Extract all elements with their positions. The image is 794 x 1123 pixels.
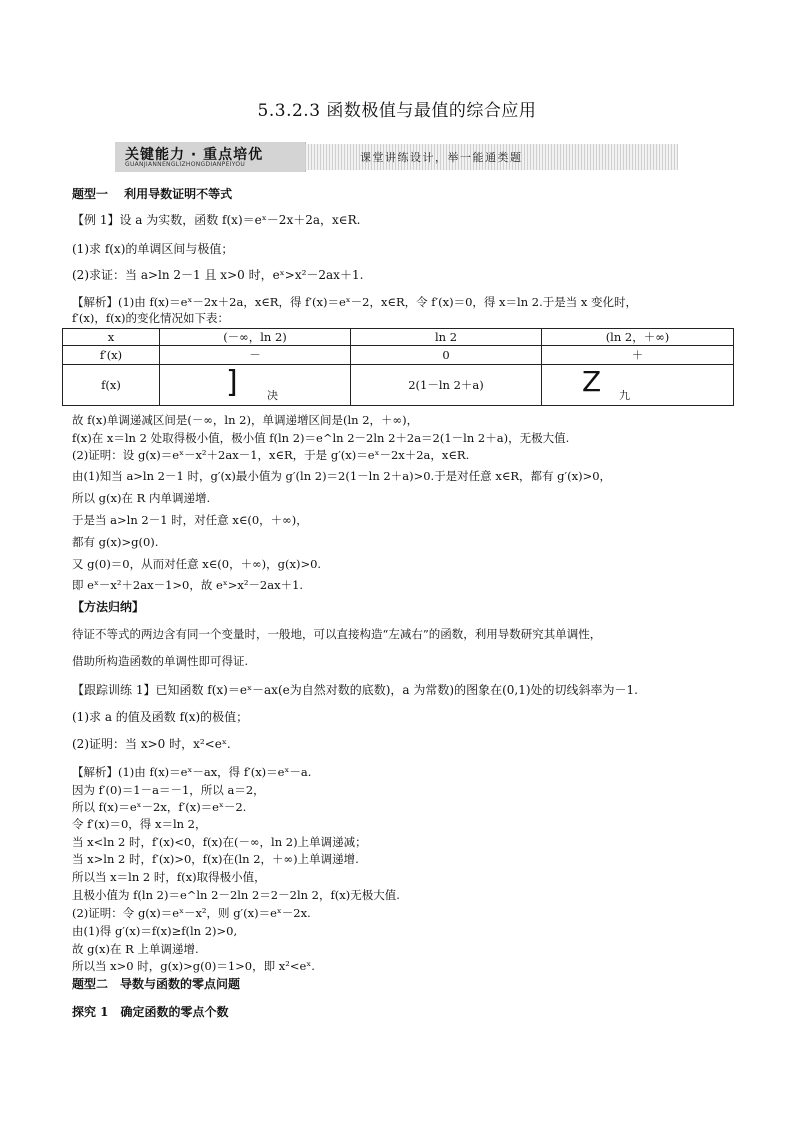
decreasing-arrow-glyph: ] bbox=[226, 365, 238, 400]
example-1: 【例 1】设 a 为实数，函数 f(x)＝eˣ－2x＋2a，x∈R. bbox=[72, 213, 361, 227]
table-header-cell: (ln 2，＋∞) bbox=[542, 329, 734, 346]
text-line: f(x)在 x＝ln 2 处取得极小值，极小值 f(ln 2)＝e^ln 2－2ln 2＋2a＝2(1－ln 2＋a)，无极大值. bbox=[72, 431, 570, 445]
table-header-cell: x bbox=[63, 329, 160, 346]
solution-line-2: f′(x)，f(x)的变化情况如下表： bbox=[72, 311, 230, 325]
text-line: 待证不等式的两边含有同一个变量时，一般地，可以直接构造“左减右”的函数，利用导数研究其单调性， bbox=[72, 627, 602, 641]
text-line: 借助所构造函数的单调性即可得证. bbox=[72, 654, 249, 668]
decreasing-note: 决 bbox=[267, 389, 278, 402]
text-line: 当 x>ln 2 时，f′(x)>0，f(x)在(ln 2，＋∞)上单调递增. bbox=[72, 852, 359, 866]
heading-type-two: 题型二 导数与函数的零点问题 bbox=[72, 977, 241, 991]
heading-type-one: 题型一 利用导数证明不等式 bbox=[72, 187, 233, 201]
table-header-cell: ln 2 bbox=[351, 329, 542, 346]
text-line: 且极小值为 f(ln 2)＝e^ln 2－2ln 2＝2－2ln 2，f(x)无极大值. bbox=[72, 888, 400, 902]
text-line: 由(1)得 g′(x)＝f(x)≥f(ln 2)>0, bbox=[72, 924, 238, 938]
variation-table bbox=[62, 328, 734, 406]
table-cell: ＋ bbox=[542, 346, 734, 365]
increasing-arrow-glyph: Z bbox=[582, 365, 602, 398]
table-cell: f(x) bbox=[63, 365, 160, 406]
banner-subtitle: GUANJIANNENGLIZHONGDIANPEIYOU bbox=[125, 161, 246, 168]
follow-up-exercise: 【跟踪训练 1】已知函数 f(x)＝eˣ－ax(e为自然对数的底数)，a 为常数)的图象在(0,1)处的切线斜率为－1. bbox=[72, 683, 638, 697]
text-line: 所以 g(x)在 R 内单调递增. bbox=[72, 491, 211, 505]
text-line: 故 f(x)单调递减区间是(－∞，ln 2)，单调递增区间是(ln 2，＋∞)， bbox=[72, 413, 419, 427]
text-line: (2)证明：设 g(x)＝eˣ－x²＋2ax－1，x∈R，于是 g′(x)＝eˣ－2x＋2a，x∈R. bbox=[72, 448, 470, 462]
text-line: 所以 f(x)＝eˣ－2x，f′(x)＝eˣ－2. bbox=[72, 800, 247, 814]
page-title: 5.3.2.3 函数极值与最值的综合应用 bbox=[257, 101, 537, 121]
banner-left-block bbox=[115, 142, 306, 172]
increasing-cell bbox=[542, 365, 734, 406]
banner-caption: 课堂讲练设计，举一能通类题 bbox=[360, 151, 523, 164]
text-line: (1)求 a 的值及函数 f(x)的极值； bbox=[72, 710, 249, 724]
text-line: 当 x<ln 2 时，f′(x)<0，f(x)在(－∞，ln 2)上单调递减； bbox=[72, 835, 367, 849]
method-heading: 【方法归纳】 bbox=[72, 600, 145, 614]
example-1-part-1: (1)求 f(x)的单调区间与极值； bbox=[72, 242, 234, 256]
text-line: 因为 f′(0)＝1－a＝－1，所以 a＝2， bbox=[72, 783, 265, 797]
text-line: (2)证明：当 x>0 时，x²<eˣ. bbox=[72, 737, 231, 751]
table-cell: 0 bbox=[351, 346, 542, 365]
example-1-part-2: (2)求证：当 a>ln 2－1 且 x>0 时，eˣ>x²－2ax＋1. bbox=[72, 268, 364, 282]
section-banner bbox=[115, 142, 678, 172]
table-header-cell: (－∞，ln 2) bbox=[160, 329, 351, 346]
table-cell: f′(x) bbox=[63, 346, 160, 365]
text-line: 所以当 x>0 时，g(x)>g(0)＝1>0，即 x²<eˣ. bbox=[72, 959, 315, 973]
table-cell: － bbox=[160, 346, 351, 365]
solution-line-1: 【解析】(1)由 f(x)＝eˣ－2x＋2a，x∈R，得 f′(x)＝eˣ－2，x∈R，令 f′(x)＝0，得 x＝ln 2.于是当 x 变化时， bbox=[72, 295, 638, 309]
table-cell: 2(1－ln 2＋a) bbox=[351, 365, 542, 406]
text-line: 【解析】(1)由 f(x)＝eˣ－ax，得 f′(x)＝eˣ－a. bbox=[72, 765, 312, 779]
text-line: 于是当 a>ln 2－1 时，对任意 x∈(0，＋∞)， bbox=[72, 513, 308, 527]
text-line: 又 g(0)＝0，从而对任意 x∈(0，＋∞)，g(x)>0. bbox=[72, 557, 322, 571]
banner-title: 关键能力 · 重点培优 bbox=[125, 147, 264, 163]
text-line: (2)证明：令 g(x)＝eˣ－x²，则 g′(x)＝eˣ－2x. bbox=[72, 906, 311, 920]
text-line: 由(1)知当 a>ln 2－1 时，g′(x)最小值为 g′(ln 2)＝2(1－ln 2＋a)>0.于是对任意 x∈R，都有 g′(x)>0， bbox=[72, 469, 612, 483]
decreasing-cell bbox=[160, 365, 351, 406]
increasing-note: 九 bbox=[619, 389, 630, 402]
text-line: 即 eˣ－x²＋2ax－1>0，故 eˣ>x²－2ax＋1. bbox=[72, 578, 304, 592]
text-line: 令 f′(x)＝0，得 x＝ln 2， bbox=[72, 817, 207, 831]
text-line: 都有 g(x)>g(0). bbox=[72, 535, 159, 549]
text-line: 故 g(x)在 R 上单调递增. bbox=[72, 942, 199, 956]
text-line: 所以当 x＝ln 2 时，f(x)取得极小值， bbox=[72, 870, 266, 884]
heading-explore-1: 探究 1 确定函数的零点个数 bbox=[72, 1005, 229, 1019]
